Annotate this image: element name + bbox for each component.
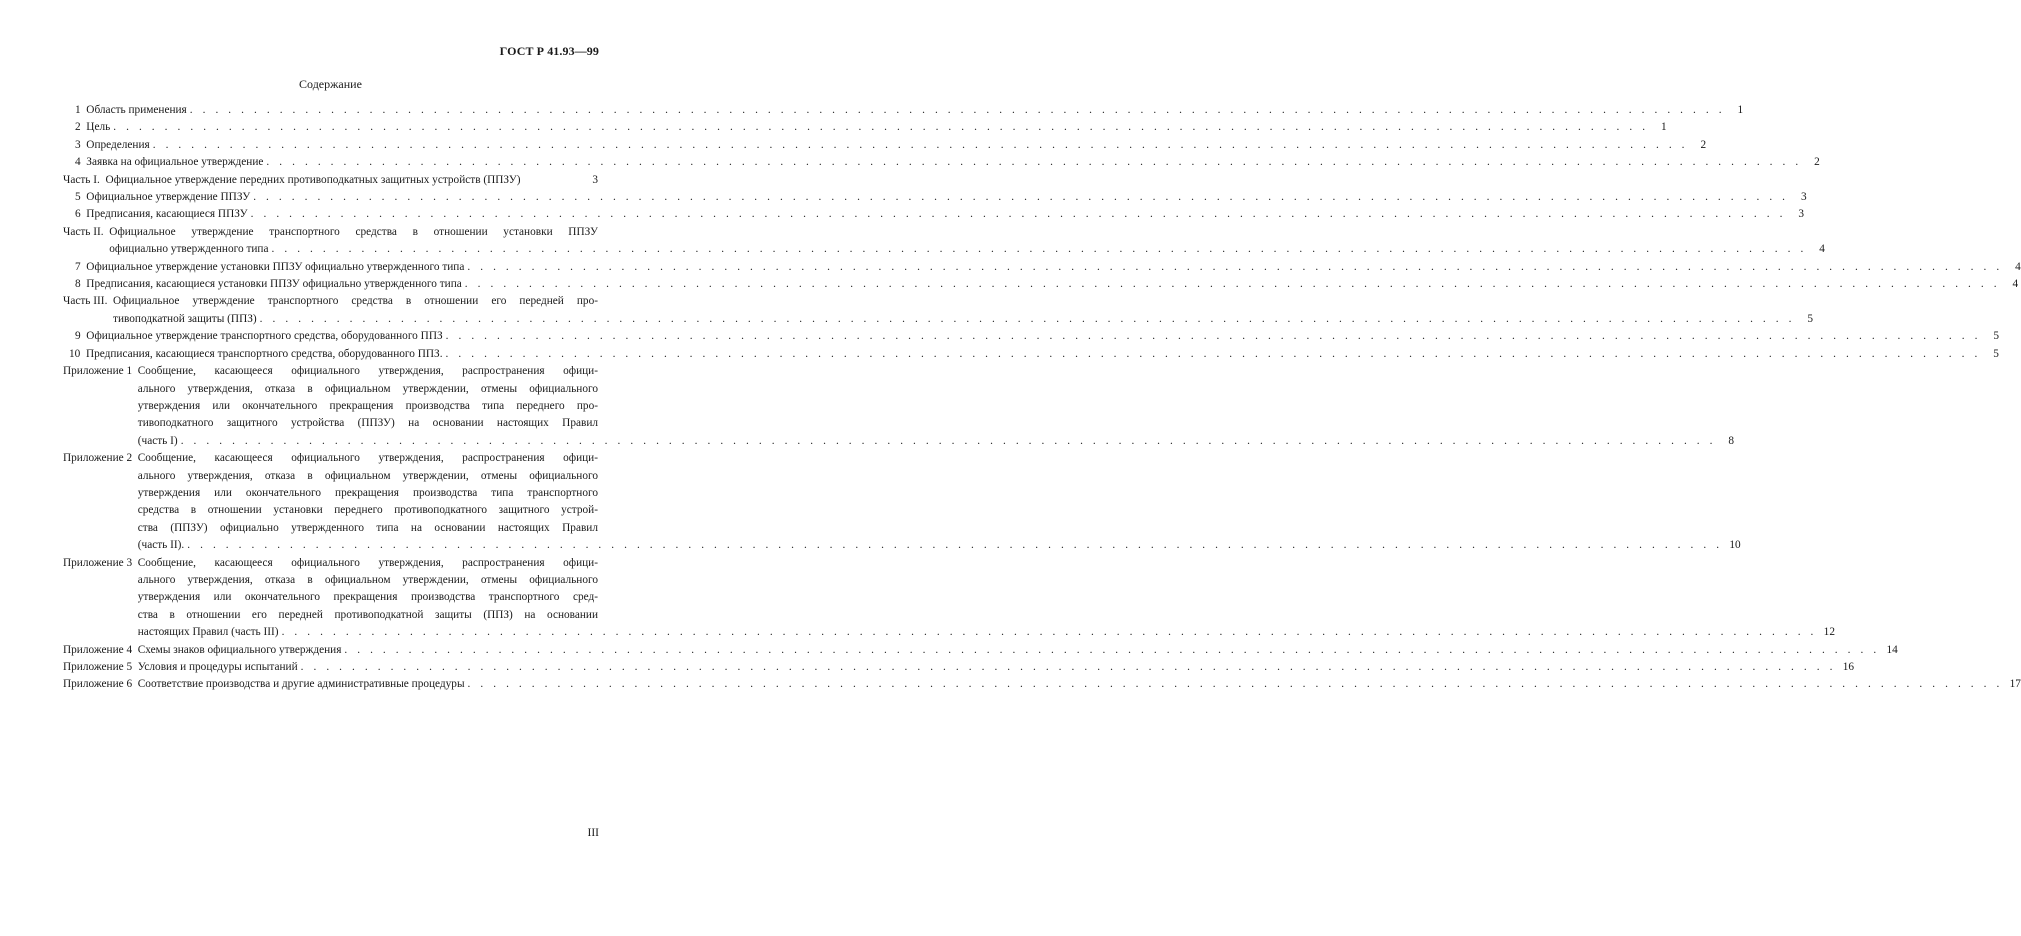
toc-entry[interactable] [63, 659, 1855, 676]
contents-title: Содержание [299, 77, 362, 91]
toc-entry[interactable] [63, 102, 1744, 119]
toc-entry-text: Официальное утверждение установки ППЗУ официально утвержденного типа [86, 260, 465, 273]
toc-page-number: 1 [1661, 121, 1667, 134]
toc-entry-number: Приложение 4 [63, 643, 138, 656]
toc-entry-body [137, 659, 1855, 676]
toc-entry-body [86, 137, 1707, 154]
toc-entry-text: утверждения или окончательного прекращения производства типа транспортного [137, 486, 598, 499]
toc-entry-text: Предписания, касающиеся установки ППЗУ официально утвержденного типа [86, 278, 462, 291]
toc-entry-number: 8 [75, 278, 87, 291]
toc-entry-text: настоящих Правил (часть III) [137, 626, 279, 639]
toc-entry[interactable] [63, 189, 1807, 206]
toc-entry-text: Сообщение, касающееся официального утверждения, распространения офици- [137, 556, 598, 569]
toc-page-number: 3 [592, 173, 598, 186]
toc-entry-text: Цель [86, 121, 111, 134]
toc-entry-body [113, 293, 1814, 328]
toc-entry-text: Предписания, касающиеся ППЗУ [86, 208, 248, 221]
toc-entry-text: Официальное утверждение транспортного средства в отношении установки ППЗУ [109, 225, 598, 238]
page-number: III [587, 827, 599, 839]
toc-entry-body [137, 450, 1741, 554]
toc-entry-number: 10 [69, 347, 86, 360]
document-code: ГОСТ Р 41.93—99 [499, 44, 599, 58]
toc-entry-text: средства в отношении установки переднего противоподкатного защитного устрой- [137, 504, 598, 517]
toc-entry-body [86, 154, 1820, 171]
toc-entry-number: Часть III. [63, 295, 114, 308]
toc-entry-text: Заявка на официальное утверждение [86, 156, 264, 169]
toc-page-number: 1 [1737, 104, 1744, 116]
toc-entry-text: Соответствие производства и другие административные процедуры [137, 678, 465, 691]
toc-entry-text: Сообщение, касающееся официального утверждения, распространения офици- [137, 452, 598, 465]
toc-leader-dots: . . . . . . . . . . . . . . . . . . . . . . . . . . . . . . . . . . . . . . . . . . . . . . . . . . . . . . . . . . . . . . . . . . . . . . . . . . . . . . . . . . . . . . . . . . . . . . . . . . . . . . . . . . . . . . . . . . . . . . . . [300, 661, 1837, 673]
toc-entry-number: 4 [75, 156, 87, 169]
toc-page-number: 3 [1800, 191, 1807, 204]
toc-entry-number: 1 [75, 104, 87, 116]
toc-entry-number: Часть I. [63, 173, 106, 186]
toc-entry[interactable] [63, 206, 1805, 223]
toc-entry-number: Часть II. [63, 225, 110, 238]
toc-page-number: 5 [1807, 312, 1814, 325]
toc-entry-number: Приложение 5 [63, 661, 138, 673]
toc-leader-dots: . . . . . . . . . . . . . . . . . . . . . . . . . . . . . . . . . . . . . . . . . . . . . . . . . . . . . . . . . . . . . . . . . . . . . . . . . . . . . . . . . . . . . . . . . . . . . . . . . . . . . . . . . . . . . . . . . . . . . . . . [344, 643, 1880, 656]
toc-entry[interactable] [63, 154, 1820, 171]
toc-leader-dots: . . . . . . . . . . . . . . . . . . . . . . . . . . . . . . . . . . . . . . . . . . . . . . . . . . . . . . . . . . . . . . . . . . . . . . . . . . . . . . . . . . . . . . . . . . . . . . . . . . . . . . . . . . . . . . . . . . . . . . . . [253, 191, 1789, 204]
toc-entry-text: Схемы знаков официального утверждения [137, 643, 342, 656]
toc-entry-text: ального утверждения, отказа в официальном утверждении, отмены официального [137, 573, 598, 586]
toc-entry-body [106, 172, 598, 189]
toc-entry-text: Предписания, касающиеся транспортного средства, оборудованного ППЗ. [85, 347, 443, 360]
toc-entry-number: Приложение 3 [63, 556, 138, 569]
toc-entry-body [137, 363, 1735, 450]
toc-leader-dots: . . . . . . . . . . . . . . . . . . . . . . . . . . . . . . . . . . . . . . . . . . . . . . . . . . . . . . . . . . . . . . . . . . . . . . . . . . . . . . . . . . . . . . . . . . . . . . . . . . . . . . . . . . . . . . . . . . . . . . . . [464, 278, 2001, 291]
toc-entry-number: 3 [75, 138, 87, 151]
toc-entry-number: 6 [75, 208, 87, 221]
toc-entry[interactable] [63, 328, 2000, 345]
toc-leader-dots: . . . . . . . . . . . . . . . . . . . . . . . . . . . . . . . . . . . . . . . . . . . . . . . . . . . . . . . . . . . . . . . . . . . . . . . . . . . . . . . . . . . . . . . . . . . . . . . . . . . . . . . . . . . . . . . . . . . . . . . . [281, 626, 1817, 639]
toc-page-number: 17 [2009, 678, 2021, 691]
toc-page-number: 16 [1842, 661, 1855, 673]
toc-entry[interactable] [63, 676, 2021, 693]
toc-entry-number: Приложение 2 [63, 452, 138, 465]
toc-leader-dots: . . . . . . . . . . . . . . . . . . . . . . . . . . . . . . . . . . . . . . . . . . . . . . . . . . . . . . . . . . . . . . . . . . . . . . . . . . . . . . . . . . . . . . . . . . . . . . . . . . . . . . . . . . . . . . . . . . . . . . . . [152, 138, 1689, 151]
toc-entry-text: Сообщение, касающееся официального утверждения, распространения офици- [137, 365, 598, 378]
toc-entry[interactable] [63, 363, 1735, 450]
toc-leader-dots: . . . . . . . . . . . . . . . . . . . . . . . . . . . . . . . . . . . . . . . . . . . . . . . . . . . . . . . . . . . . . . . . . . . . . . . . . . . . . . . . . . . . . . . . . . . . . . . . . . . . . . . . . . . . . . . . . . . . . . . . [180, 434, 1717, 447]
toc-entry[interactable] [63, 172, 598, 189]
toc-entry-body [137, 555, 1835, 642]
toc-entry-text: Определения [86, 138, 150, 151]
toc-leader-dots: . . . . . . . . . . . . . . . . . . . . . . . . . . . . . . . . . . . . . . . . . . . . . . . . . . . . . . . . . . . . . . . . . . . . . . . . . . . . . . . . . . . . . . . . . . . . . . . . . . . . . . . . . . . . . . . . . . . . . . . . [445, 330, 1982, 343]
toc-entry-body [86, 102, 1744, 119]
toc-leader-dots: . . . . . . . . . . . . . . . . . . . . . . . . . . . . . . . . . . . . . . . . . . . . . . . . . . . . . . . . . . . . . . . . . . . . . . . . . . . . . . . . . . . . . . . . . . . . . . . . . . . . . . . . . . . . . . . . . . . . . . . . [445, 347, 1981, 360]
toc-entry-text: Условия и процедуры испытаний [137, 661, 298, 673]
toc-entry-text: Официальное утверждение передних противоподкатных защитных устройств (ППЗУ) [105, 173, 521, 186]
toc-entry-body [86, 328, 2000, 345]
toc-page-number: 4 [2012, 278, 2019, 291]
toc-entry[interactable] [63, 346, 1999, 363]
toc-leader-dots: . . . . . . . . . . . . . . . . . . . . . . . . . . . . . . . . . . . . . . . . . . . . . . . . . . . . . . . . . . . . . . . . . . . . . . . . . . . . . . . . . . . . . . . . . . . . . . . . . . . . . . . . . . . . . . . . . . . . . . . . [271, 243, 1807, 256]
toc-entry[interactable] [63, 642, 1898, 659]
toc-page-number: 4 [2015, 260, 2021, 273]
toc-leader-dots: . . . . . . . . . . . . . . . . . . . . . . . . . . . . . . . . . . . . . . . . . . . . . . . . . . . . . . . . . . . . . . . . . . . . . . . . . . . . . . . . . . . . . . . . . . . . . . . . . . . . . . . . . . . . . . . . . . . . . . . . [250, 208, 1787, 221]
toc-entry-text: (часть II). [137, 539, 185, 552]
toc-entry-body [86, 119, 1667, 136]
toc-entry-number: Приложение 1 [63, 365, 138, 378]
toc-page-number: 14 [1886, 643, 1898, 656]
toc-page-number: 2 [1814, 156, 1820, 169]
toc-leader-dots: . . . . . . . . . . . . . . . . . . . . . . . . . . . . . . . . . . . . . . . . . . . . . . . . . . . . . . . . . . . . . . . . . . . . . . . . . . . . . . . . . . . . . . . . . . . . . . . . . . . . . . . . . . . . . . . . . . . . . . . . [189, 104, 1726, 116]
toc-entry-number: 9 [75, 330, 87, 343]
toc-entry-text: утверждения или окончательного прекращения производства типа переднего про- [137, 399, 598, 412]
toc-leader-dots: . . . . . . . . . . . . . . . . . . . . . . . . . . . . . . . . . . . . . . . . . . . . . . . . . . . . . . . . . . . . . . . . . . . . . . . . . . . . . . . . . . . . . . . . . . . . . . . . . . . . . . . . . . . . . . . . . . . . . . . . [467, 678, 2003, 691]
toc-entry[interactable] [63, 276, 2019, 293]
toc-entry-text: тивоподкатного защитного устройства (ППЗУ) на основании настоящих Правил [137, 417, 598, 430]
toc-page-number: 10 [1729, 539, 1741, 552]
toc-entry-text: Область применения [86, 104, 187, 116]
toc-entry-body [85, 346, 1999, 363]
toc-entry-text: Официальное утверждение транспортного средства в отношении его передней про- [113, 295, 598, 308]
toc-entry-text: ства в отношении его передней противоподкатной защиты (ППЗ) на основании [137, 608, 598, 621]
toc-entry-text: ства (ППЗУ) официально утвержденного типа на основании настоящих Правил [137, 521, 598, 534]
toc-entry-body [86, 276, 2019, 293]
toc-entry[interactable] [63, 119, 1667, 136]
toc-entry-number: 5 [75, 191, 87, 204]
toc-page-number: 3 [1798, 208, 1805, 221]
toc-entry[interactable] [63, 450, 1741, 554]
toc-page-number: 2 [1700, 138, 1707, 151]
table-of-contents [63, 102, 2021, 694]
toc-entry[interactable] [63, 555, 1835, 642]
toc-entry-text: тивоподкатной защиты (ППЗ) [113, 312, 257, 325]
toc-entry-number: 2 [75, 121, 87, 134]
toc-entry-text: официально утвержденного типа [109, 243, 269, 256]
toc-page-number: 4 [1819, 243, 1825, 256]
toc-page-number: 5 [1993, 347, 1999, 360]
toc-entry[interactable] [63, 137, 1707, 154]
toc-page-number: 12 [1823, 626, 1835, 639]
toc-entry-body [86, 206, 1805, 223]
toc-entry-number: Приложение 6 [63, 678, 138, 691]
toc-entry-body [86, 259, 2021, 276]
toc-leader-dots: . . . . . . . . . . . . . . . . . . . . . . . . . . . . . . . . . . . . . . . . . . . . . . . . . . . . . . . . . . . . . . . . . . . . . . . . . . . . . . . . . . . . . . . . . . . . . . . . . . . . . . . . . . . . . . . . . . . . . . . . [113, 121, 1649, 134]
toc-entry-number: 7 [75, 260, 87, 273]
toc-page-number: 5 [1993, 330, 2000, 343]
toc-leader-dots: . . . . . . . . . . . . . . . . . . . . . . . . . . . . . . . . . . . . . . . . . . . . . . . . . . . . . . . . . . . . . . . . . . . . . . . . . . . . . . . . . . . . . . . . . . . . . . . . . . . . . . . . . . . . . . . . . . . . . . . . [187, 539, 1723, 552]
toc-entry[interactable] [63, 293, 1814, 328]
toc-page-number: 8 [1728, 434, 1735, 447]
toc-entry-text: ального утверждения, отказа в официальном утверждении, отмены официального [137, 382, 598, 395]
toc-entry-body [109, 224, 1825, 259]
toc-entry-text: утверждения или окончательного прекращения производства транспортного сред- [137, 591, 598, 604]
toc-entry-text: (часть I) [137, 434, 178, 447]
toc-entry-text: ального утверждения, отказа в официальном утверждении, отмены официального [137, 469, 598, 482]
toc-entry-body [86, 189, 1807, 206]
toc-entry-text: Официальное утверждение транспортного средства, оборудованного ППЗ [86, 330, 443, 343]
toc-leader-dots: . . . . . . . . . . . . . . . . . . . . . . . . . . . . . . . . . . . . . . . . . . . . . . . . . . . . . . . . . . . . . . . . . . . . . . . . . . . . . . . . . . . . . . . . . . . . . . . . . . . . . . . . . . . . . . . . . . . . . . . . [467, 260, 2003, 273]
toc-entry-body [137, 642, 1898, 659]
toc-entry-text: Официальное утверждение ППЗУ [86, 191, 251, 204]
toc-leader-dots: . . . . . . . . . . . . . . . . . . . . . . . . . . . . . . . . . . . . . . . . . . . . . . . . . . . . . . . . . . . . . . . . . . . . . . . . . . . . . . . . . . . . . . . . . . . . . . . . . . . . . . . . . . . . . . . . . . . . . . . . [259, 312, 1796, 325]
toc-entry[interactable] [63, 259, 2021, 276]
toc-entry[interactable] [63, 224, 1825, 259]
toc-leader-dots: . . . . . . . . . . . . . . . . . . . . . . . . . . . . . . . . . . . . . . . . . . . . . . . . . . . . . . . . . . . . . . . . . . . . . . . . . . . . . . . . . . . . . . . . . . . . . . . . . . . . . . . . . . . . . . . . . . . . . . . . [266, 156, 1802, 169]
toc-entry-body [137, 676, 2021, 693]
